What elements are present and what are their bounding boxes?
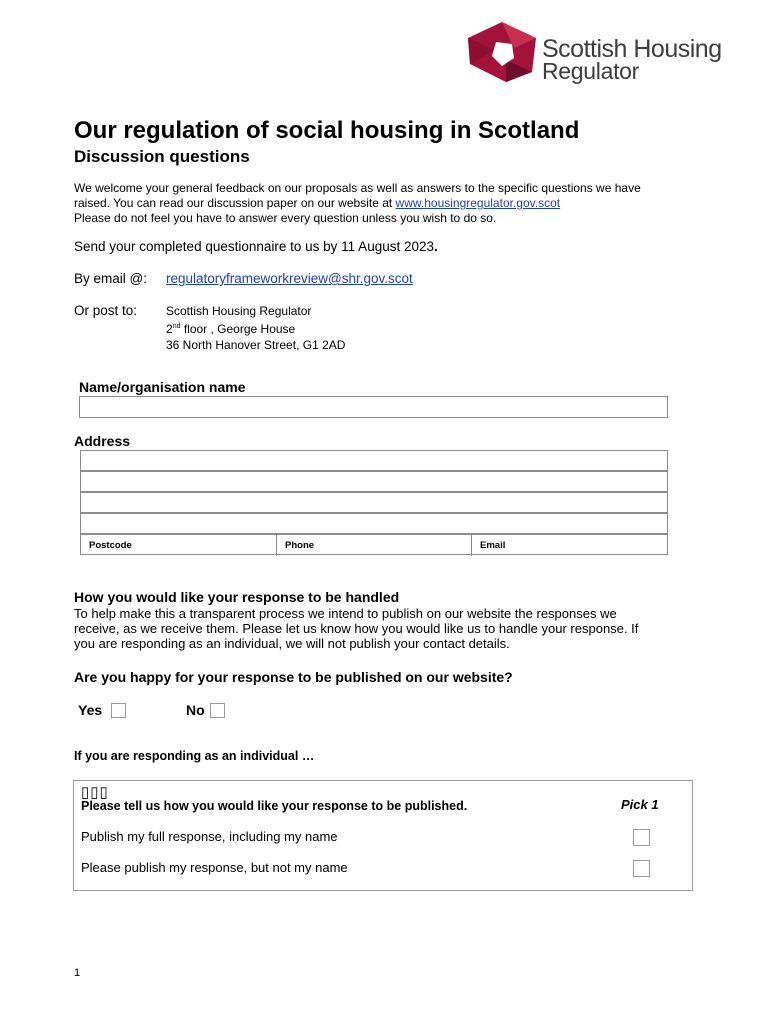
phone-field[interactable] bbox=[277, 535, 472, 556]
address-line-2[interactable] bbox=[80, 471, 668, 492]
no-checkbox[interactable] bbox=[210, 703, 225, 718]
deadline-punct: . bbox=[434, 239, 438, 254]
logo-line1: Scottish Housing bbox=[542, 35, 722, 63]
handling-line1: To help make this a transparent process we intend to publish on our website the responses we bbox=[74, 606, 617, 621]
post-line2 bbox=[166, 319, 345, 337]
name-label: Name/organisation name bbox=[79, 379, 246, 395]
option-full-response: Publish my full response, including my name bbox=[81, 829, 338, 844]
yes-label: Yes bbox=[78, 702, 103, 718]
handling-line2: receive, as we receive them. Please let us know how you would like us to handle your response. If bbox=[74, 621, 639, 636]
deadline-text bbox=[74, 239, 438, 254]
phone-label: Phone bbox=[285, 540, 315, 551]
option-full-response-checkbox[interactable] bbox=[633, 829, 650, 846]
option-no-name-checkbox[interactable] bbox=[633, 860, 650, 877]
intro-paragraph bbox=[74, 181, 714, 226]
website-link[interactable]: www.housingregulator.gov.scot bbox=[395, 196, 561, 210]
post-address bbox=[166, 303, 345, 353]
missing-glyphs: ▯▯▯ bbox=[81, 784, 109, 801]
pick-one-label: Pick 1 bbox=[621, 797, 659, 812]
intro-line2 bbox=[74, 196, 714, 211]
page-subtitle: Discussion questions bbox=[74, 147, 250, 166]
address-label: Address bbox=[74, 433, 131, 449]
individual-heading: If you are responding as an individual … bbox=[74, 749, 315, 763]
intro-line1: We welcome your general feedback on our proposals as well as answers to the specific questions we have bbox=[74, 181, 641, 195]
email-label: By email @: bbox=[74, 271, 147, 286]
post-label: Or post to: bbox=[74, 303, 138, 318]
post-line2-rest: floor , George House bbox=[180, 322, 296, 336]
intro-line3: Please do not feel you have to answer every question unless you wish to do so. bbox=[74, 211, 497, 225]
deadline-text-body: Send your completed questionnaire to us by 11 August 2023 bbox=[74, 239, 434, 254]
handling-heading: How you would like your response to be handled bbox=[74, 589, 400, 605]
post-line1: Scottish Housing Regulator bbox=[166, 304, 312, 318]
postcode-field[interactable] bbox=[81, 535, 277, 556]
option-no-name: Please publish my response, but not my name bbox=[81, 860, 348, 875]
yes-checkbox[interactable] bbox=[111, 703, 126, 718]
name-input[interactable] bbox=[79, 396, 668, 418]
contact-row bbox=[80, 534, 668, 555]
address-line-4[interactable] bbox=[80, 513, 668, 534]
table-question: Please tell us how you would like your response to be published. bbox=[81, 799, 468, 813]
logo-pentagon-icon bbox=[468, 22, 536, 82]
no-label: No bbox=[186, 702, 205, 718]
post-line2-sup: nd bbox=[172, 323, 181, 330]
email-field-label: Email bbox=[480, 540, 506, 551]
postcode-label: Postcode bbox=[89, 540, 132, 551]
email-field[interactable] bbox=[472, 535, 667, 556]
email-link[interactable]: regulatoryframeworkreview@shr.gov.scot bbox=[166, 271, 413, 286]
intro-line2-text: raised. You can read our discussion paper on our website at bbox=[74, 196, 396, 210]
address-line-3[interactable] bbox=[80, 492, 668, 513]
publish-question: Are you happy for your response to be published on our website? bbox=[74, 669, 513, 685]
address-line-1[interactable] bbox=[80, 450, 668, 471]
logo-line2: Regulator bbox=[542, 58, 640, 84]
handling-paragraph bbox=[74, 606, 714, 651]
post-line2-num: 2 bbox=[166, 322, 173, 336]
page-number: 1 bbox=[74, 967, 81, 979]
post-line3: 36 North Hanover Street, G1 2AD bbox=[166, 338, 346, 352]
page-title: Our regulation of social housing in Scotland bbox=[74, 117, 580, 144]
handling-line3: you are responding as an individual, we will not publish your contact details. bbox=[74, 636, 510, 651]
